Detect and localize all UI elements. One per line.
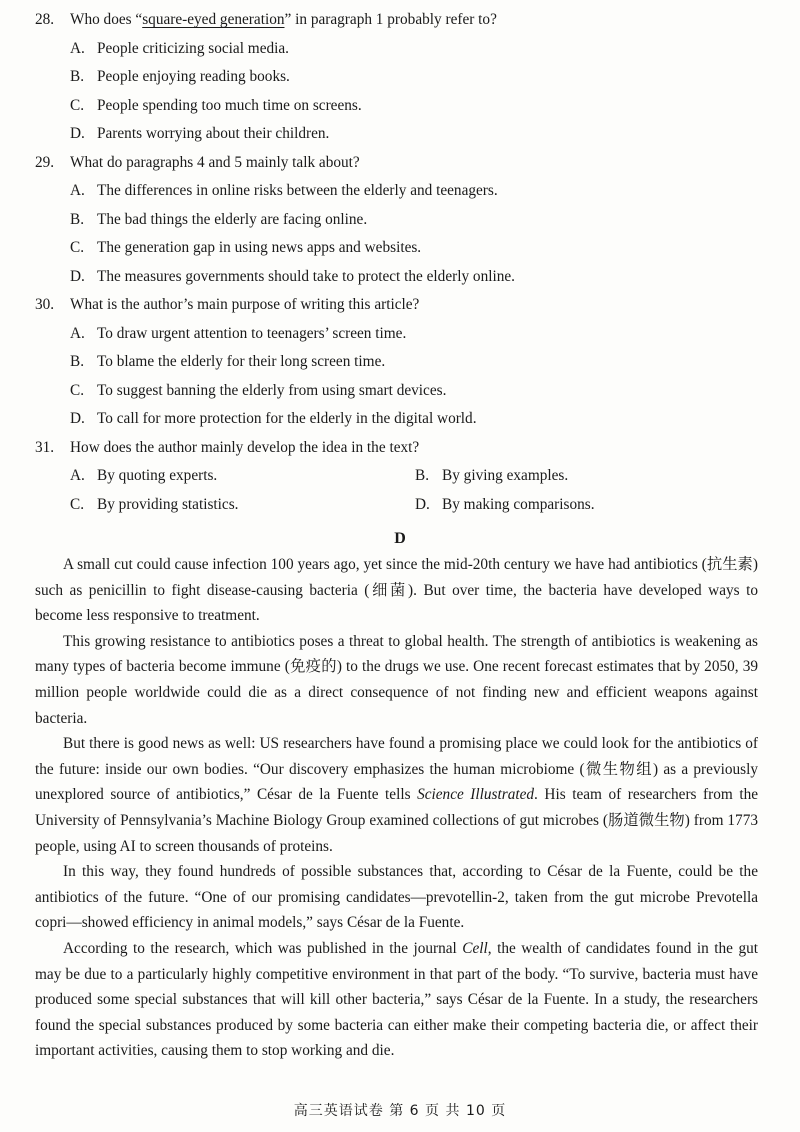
option-letter: C. [70,495,85,513]
option-text: By making comparisons. [442,495,595,513]
passage-paragraph-4: In this way, they found hundreds of possible substances that, according to César de la Fuente, could be the antibiotics of the future. “One of our promising candidates—prevotellin-2, taken from the gut microbe Prevotella copri—showed efficiency in animal models,” says César de la Fuente. [35,863,758,932]
option-text: People spending too much time on screens. [97,96,362,114]
question-number: 29. [35,153,55,171]
option-29-c [0,234,800,263]
option-28-b [0,63,800,92]
option-letter: D. [70,267,85,285]
option-31-cd-row [0,491,800,520]
option-text: To suggest banning the elderly from using smart devices. [97,381,447,399]
option-text: The generation gap in using news apps and websites. [97,239,422,256]
option-letter: B. [70,68,85,85]
option-letter: B. [415,467,430,484]
option-letter: A. [70,467,85,484]
paragraph-text: , the wealth of candidates found in the gut may be due to a particularly highly competitive environment in that part of the body. “To survive, bacteria must have produced some special substances that will kill other bacteria,” says César de la Fuente. In a study, the researchers found the special substances produced by some bacteria can either make their competing bacteria die, or affect their important activities, causing them to stop working and die. [35,939,758,1060]
option-28-d [0,120,800,149]
option-text: The bad things the elderly are facing online. [97,210,368,228]
question-31-stem [0,434,800,463]
option-text: People enjoying reading books. [97,68,290,85]
option-30-c [0,377,800,406]
question-text: What do paragraphs 4 and 5 mainly talk about? [70,153,360,171]
option-letter: C. [70,381,85,399]
option-29-b [0,206,800,235]
option-text: By quoting experts. [97,467,218,484]
passage-paragraph-3 [35,731,758,859]
option-text: Parents worrying about their children. [97,125,330,142]
passage-paragraph-5 [35,936,758,1064]
option-letter: B. [70,210,85,228]
option-text: By providing statistics. [97,495,239,513]
stem-post: ” in paragraph 1 probably refer to? [284,11,497,28]
option-letter: C. [70,96,85,114]
italic-title: Science Illustrated [417,786,535,804]
option-29-a [0,177,800,206]
question-number: 28. [35,11,55,28]
paragraph-text: But there is good news as well: US researchers have found a promising place we could look for the antibiotics of the future: inside our own bodies. “Our discovery emphasizes the human microbiome (微生物组) as a previously unexplored source of antibiotics,” César de la Fuente tells [35,735,758,804]
question-text [70,6,497,35]
option-text: To blame the elderly for their long screen time. [97,353,386,370]
option-text: The measures governments should take to protect the elderly online. [97,267,515,285]
option-letter: A. [70,324,85,342]
option-text: By giving examples. [442,467,569,484]
option-31-b [415,462,568,491]
underlined-phrase: square-eyed generation [142,11,285,28]
option-31-a [70,462,217,491]
option-30-a [0,320,800,349]
option-letter: A. [70,39,85,57]
question-text: How does the author mainly develop the idea in the text? [70,438,420,456]
section-title: D [394,530,406,547]
option-text: The differences in online risks between the elderly and teenagers. [97,182,498,199]
option-30-d [0,405,800,434]
passage-paragraph-2: This growing resistance to antibiotics poses a threat to global health. The strength of antibiotics is weakening as many types of bacteria become immune (免疫的) to the drugs we use. One recent forecast estimates that by 2050, 39 million people worldwide could die as a direct consequence of not finding new and efficient weapons against bacteria. [35,632,758,727]
option-28-a [0,35,800,64]
paragraph-text: . His team of researchers from the University of Pennsylvania’s Machine Biology Group examined collections of gut microbes (肠道微生物) from 1773 people, using AI to screen thousands of proteins. [35,786,759,855]
option-29-d [0,263,800,292]
option-text: People criticizing social media. [97,39,289,57]
passage-paragraph-1: A small cut could cause infection 100 years ago, yet since the mid-20th century we have had antibiotics (抗生素) such as penicillin to fight disease-causing bacteria (细菌). But over time, the bacteria have developed ways to become less responsive to treatment. [35,556,758,625]
paragraph-text: According to the research, which was published in the journal [63,939,463,957]
italic-title: Cell [462,939,488,957]
option-text: To call for more protection for the elderly in the digital world. [97,410,477,427]
option-30-b [0,348,800,377]
stem-pre: Who does “ [70,11,143,28]
question-list [0,6,800,519]
option-letter: D. [415,495,430,513]
option-letter: B. [70,353,85,370]
option-31-d [415,491,595,520]
question-number: 30. [35,296,55,313]
option-31-ab-row [0,462,800,491]
reading-passage [35,552,758,1064]
option-31-c [70,491,239,520]
option-letter: C. [70,239,85,256]
question-number: 31. [35,438,55,456]
question-30-stem [0,291,800,320]
option-letter: A. [70,182,85,199]
page-footer: 高三英语试卷 第 6 页 共 10 页 [293,1103,507,1119]
option-text: To draw urgent attention to teenagers’ screen time. [97,324,407,342]
option-letter: D. [70,125,85,142]
option-28-c [0,92,800,121]
option-letter: D. [70,410,85,427]
question-28-stem [0,6,800,35]
question-29-stem [0,149,800,178]
question-text: What is the author’s main purpose of writing this article? [70,296,420,313]
